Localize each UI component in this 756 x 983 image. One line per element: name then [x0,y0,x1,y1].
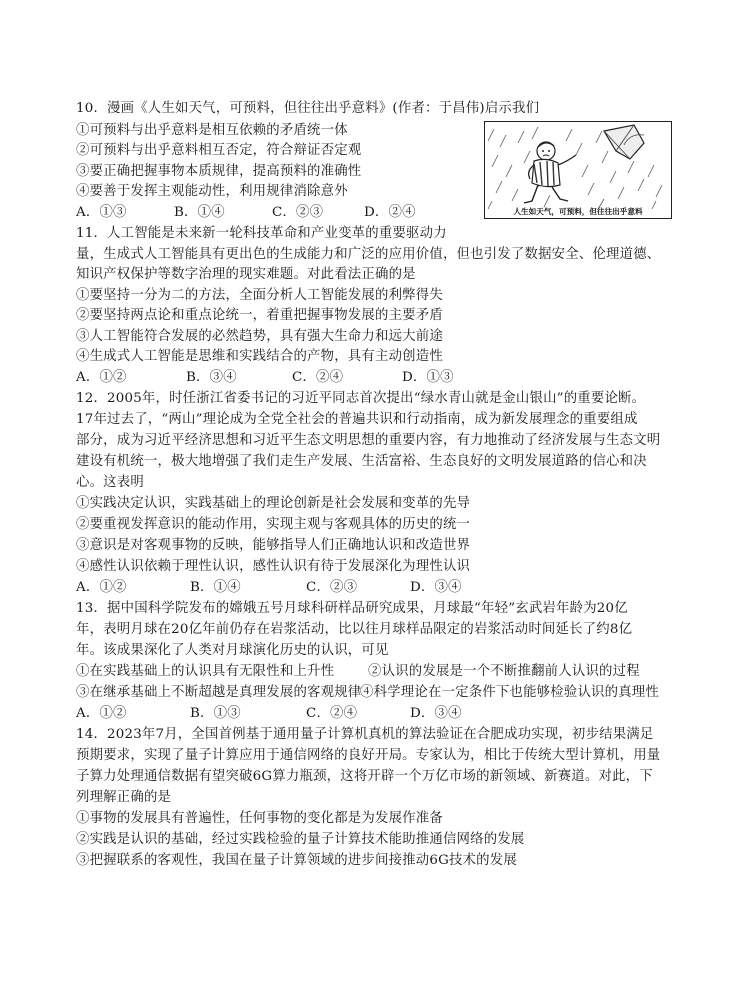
q12-options [76,578,462,598]
q10-option-d: D．②④ [364,205,416,220]
q12-option-a: A．①② [76,580,127,595]
q12-item-2: ②要重视发挥意识的能动作用，实现主观与客观具体的历史的统一 [76,517,471,532]
q10-item-4: ④要善于发挥主观能动性，利用规律消除意外 [76,184,348,199]
q11-item-1: ①要坚持一分为二的方法，全面分析人工智能发展的利弊得失 [76,288,443,303]
q10-cartoon [484,121,672,219]
q12-option-d: D．③④ [410,580,462,595]
q10-option-a: A．①③ [76,205,127,220]
q10-options [76,203,416,223]
q13-stem-line-2: 年，表明月球在20亿年前仍存在岩浆活动，比以往月球样品限定的岩浆活动时间延长了约8亿 [76,622,633,637]
q11-option-a: A．①② [76,370,127,385]
q12-stem-line-1: 12．2005年，时任浙江省委书记的习近平同志首次提出“绿水青山就是金山银山”的重要论断。 [76,391,646,406]
q14-stem-line-1: 14．2023年7月，全国首例基于通用量子计算机真机的算法验证在合肥成功实现，初步结果满足 [76,727,654,742]
q11-stem-line-2: 量，生成式人工智能具有更出色的生成能力和广泛的应用价值，但也引发了数据安全、伦理道德、 [76,247,661,262]
q12-item-4: ④感性认识依赖于理性认识，感性认识有待于发展深化为理性认识 [76,559,471,574]
q10-stem: 10．漫画《人生如天气，可预料，但往往出乎意料》(作者：于昌伟)启示我们 [76,101,540,116]
q13-options [76,704,462,724]
q10-option-c: C．②③ [272,205,324,220]
q14-stem-line-4: 列理解正确的是 [76,790,172,805]
q13-option-b: B．①③ [190,706,241,721]
q13-items-row-1 [76,662,640,682]
q13-item-4: ④科学理论在一定条件下也能够检验认识的真理性 [360,685,659,700]
q10-item-2: ②可预料与出乎意料相互否定，符合辩证否定观 [76,143,362,158]
q12-stem-line-2: 17年过去了，“两山”理论成为全党全社会的普遍共识和行动指南，成为新发展理念的重要组成 [76,412,638,427]
q12-item-3: ③意识是对客观事物的反映，能够指导人们正确地认识和改造世界 [76,538,471,553]
q14-stem-line-2: 预期要求，实现了量子计算应用于通信网络的良好开局。专家认为，相比于传统大型计算机，用量 [76,748,661,763]
cartoon-drawing [484,121,672,219]
q10-option-b: B．①④ [174,205,225,220]
q11-option-b: B．③④ [186,370,237,385]
q13-option-d: D．③④ [410,706,462,721]
q11-option-c: C．②④ [292,370,344,385]
q12-stem-line-3: 部分，成为习近平经济思想和习近平生态文明思想的重要内容，有力地推动了经济发展与生态文明 [76,433,661,448]
q14-item-1: ①事物的发展具有普遍性，任何事物的变化都是为发展作准备 [76,811,443,826]
q11-item-2: ②要坚持两点论和重点论统一，着重把握事物发展的主要矛盾 [76,308,443,323]
q10-item-1: ①可预料与出乎意料是相互依赖的矛盾统一体 [76,123,348,138]
q14-item-3: ③把握联系的客观性，我国在量子计算领域的进步间接推动6G技术的发展 [76,853,517,868]
q11-stem-line-3: 知识产权保护等数字治理的现实难题。对此看法正确的是 [76,267,416,282]
q12-option-c: C．②③ [306,580,358,595]
q13-items-row-2 [76,683,659,703]
q13-item-3: ③在继承基础上不断超越是真理发展的客观规律 [76,685,362,700]
q13-item-1: ①在实践基础上的认识具有无限性和上升性 [76,664,335,679]
q13-item-2: ②认识的发展是一个不断推翻前人认识的过程 [368,664,640,679]
q11-item-4: ④生成式人工智能是思维和实践结合的产物，具有主动创造性 [76,349,443,364]
q11-options [76,368,454,388]
q11-item-3: ③人工智能符合发展的必然趋势，具有强大生命力和远大前途 [76,329,443,344]
q13-stem-line-3: 年。该成果深化了人类对月球演化历史的认识，可见 [76,643,389,658]
q13-option-c: C．②④ [306,706,358,721]
q11-stem-line-1: 11．人工智能是未来新一轮科技革命和产业变革的重要驱动力 [76,226,447,241]
q14-item-2: ②实践是认识的基础，经过实践检验的量子计算技术能助推通信网络的发展 [76,832,525,847]
q12-stem-line-5: 心。这表明 [76,475,144,490]
q12-option-b: B．①④ [190,580,241,595]
q10-item-3: ③要正确把握事物本质规律，提高预料的准确性 [76,164,362,179]
cartoon-caption: 人生如天气，可预料，但往往出乎意料 [513,207,643,216]
q13-option-a: A．①② [76,706,127,721]
q14-stem-line-3: 子算力处理通信数据有望突破6G算力瓶颈，这将开辟一个万亿市场的新领域、新赛道。对此，下 [76,769,653,784]
q13-stem-line-1: 13．据中国科学院发布的嫦娥五号月球科研样品研究成果，月球最“年轻”玄武岩年龄为20亿 [76,601,628,616]
q11-option-d: D．①③ [402,370,454,385]
q12-item-1: ①实践决定认识，实践基础上的理论创新是社会发展和变革的先导 [76,496,471,511]
q12-stem-line-4: 建设有机统一，极大地增强了我们走生产发展、生活富裕、生态良好的文明发展道路的信心和决 [76,454,647,469]
